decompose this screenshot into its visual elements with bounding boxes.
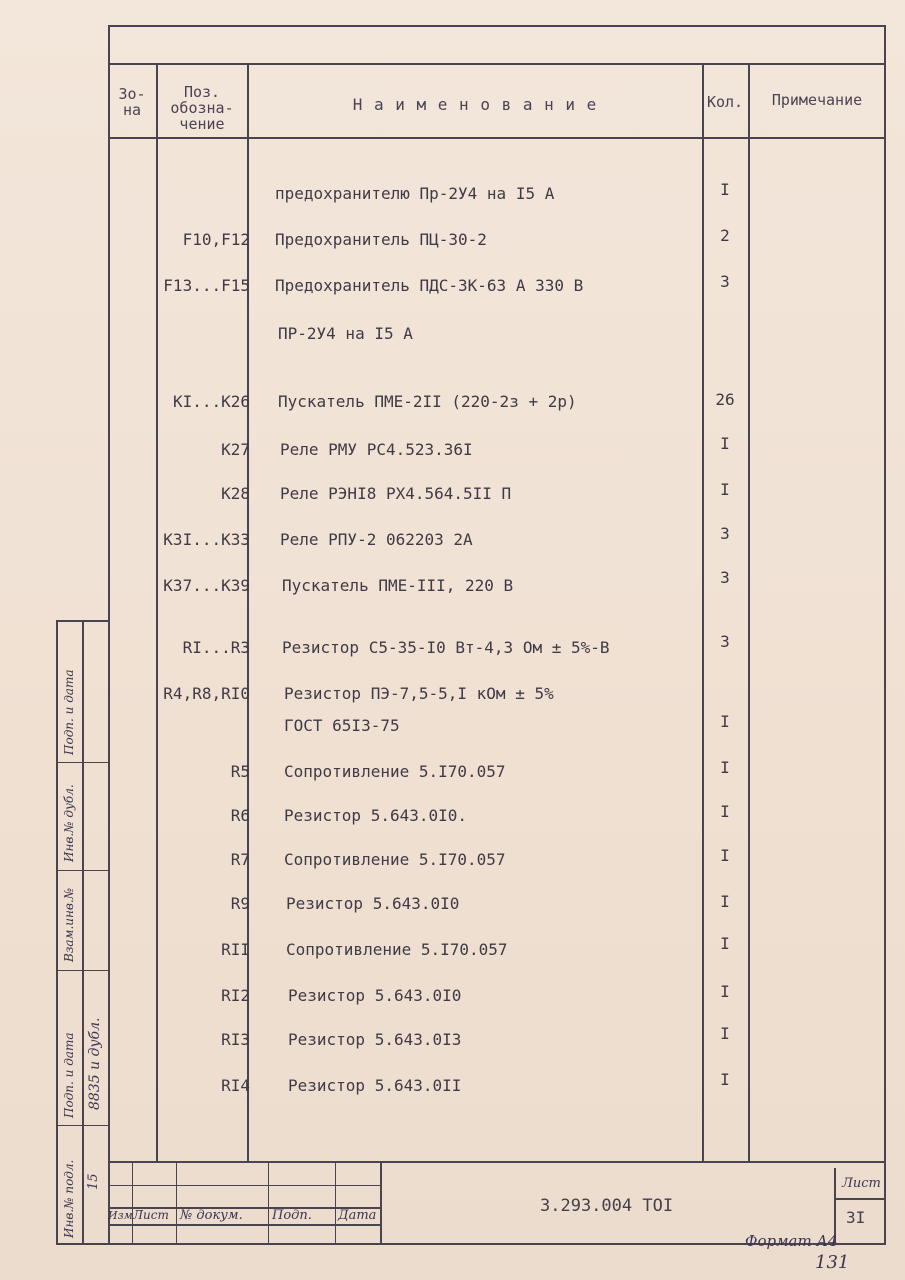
row-quantity: I	[720, 712, 730, 731]
row-position: RI3	[221, 1030, 250, 1049]
side-stamp-bottom	[56, 1243, 110, 1245]
row-name: Резистор С5-35-I0 Вт-4,3 Ом ± 5%-В	[282, 638, 610, 657]
title-block-top	[108, 1161, 886, 1163]
row-name: Резистор 5.643.0II	[288, 1076, 462, 1095]
side-stamp-sep-2	[56, 870, 110, 871]
row-quantity: I	[720, 802, 730, 821]
row-position: R4,R8,RI0	[163, 684, 250, 703]
row-name: Реле РПУ-2 062203 2А	[280, 530, 473, 549]
row-quantity: I	[720, 434, 730, 453]
side-label-inv-podl: Инв.№ подл.	[62, 1159, 76, 1238]
tb-label-sign: Подп.	[272, 1208, 312, 1223]
tb-row-1	[108, 1185, 380, 1186]
row-name: Предохранитель ПЦ-30-2	[275, 230, 487, 249]
row-name: Предохранитель ПДС-3К-63 А 330 В	[275, 276, 584, 295]
side-number-15: 15	[86, 1173, 101, 1190]
row-name: ПР-2У4 на I5 А	[278, 324, 413, 343]
side-label-vzam-inv: Взам.инв.№	[62, 887, 76, 962]
row-name: Резистор 5.643.0I0	[288, 986, 462, 1005]
row-name: Сопротивление 5.I70.057	[284, 762, 506, 781]
side-stamp-left	[56, 620, 58, 1244]
row-quantity: 3	[720, 272, 730, 291]
tb-col-3	[268, 1161, 269, 1245]
row-quantity: I	[720, 934, 730, 953]
tb-label-date: Дата	[338, 1208, 377, 1223]
tb-label-doc: № докум.	[180, 1208, 243, 1223]
header-zone: Зо- на	[118, 85, 146, 119]
row-name: Реле РЭНI8 РХ4.564.5II П	[280, 484, 512, 503]
row-quantity: I	[720, 758, 730, 777]
row-name: ГОСТ 65I3-75	[284, 716, 400, 735]
row-name: Резистор 5.643.0I3	[288, 1030, 462, 1049]
col-line-name	[702, 63, 704, 1161]
side-label-inv-dubl: Инв.№ дубл.	[62, 784, 76, 862]
row-quantity: 3	[720, 524, 730, 543]
row-quantity: 26	[715, 390, 735, 409]
row-name: Пускатель ПМЕ-2II (220-2з + 2р)	[278, 392, 577, 411]
header-name: Н а и м е н о в а н и е	[352, 95, 598, 114]
side-stamp-top	[56, 620, 110, 622]
sheet-cell-line	[834, 1198, 886, 1200]
row-quantity: I	[720, 892, 730, 911]
row-name: Сопротивление 5.I70.057	[286, 940, 508, 959]
tb-row-3	[108, 1224, 380, 1226]
row-position: R5	[230, 762, 250, 781]
format-label: Формат А4	[745, 1232, 838, 1250]
row-name: предохранителю Пр-2У4 на I5 А	[275, 184, 555, 203]
frame-right	[884, 25, 886, 1245]
row-position: K27	[221, 440, 250, 459]
row-quantity: I	[720, 1070, 730, 1089]
row-name: Резистор 5.643.0I0.	[284, 806, 468, 825]
row-position: K3I...K33	[163, 530, 250, 549]
col-line-qty	[748, 63, 750, 1161]
row-quantity: I	[720, 480, 730, 499]
row-quantity: I	[720, 982, 730, 1001]
row-name: Сопротивление 5.I70.057	[284, 850, 506, 869]
side-stamp-sep-4	[56, 1125, 110, 1126]
tb-col-2	[176, 1161, 177, 1245]
row-position: RI2	[221, 986, 250, 1005]
row-quantity: I	[720, 1024, 730, 1043]
row-position: RII	[221, 940, 250, 959]
row-quantity: 3	[720, 568, 730, 587]
sheet-label: Лист	[842, 1176, 881, 1191]
row-position: R6	[230, 806, 250, 825]
row-position: K28	[221, 484, 250, 503]
header-top-line	[108, 63, 886, 65]
row-name: Пускатель ПМЕ-III, 220 В	[282, 576, 514, 595]
row-name: Резистор 5.643.0I0	[286, 894, 460, 913]
row-quantity: 3	[720, 632, 730, 651]
row-position: KI...K26	[172, 392, 250, 411]
document-designation: 3.293.004 ТОI	[540, 1196, 674, 1216]
sheet-number: 3I	[846, 1208, 866, 1227]
row-position: R9	[230, 894, 250, 913]
row-position: R7	[230, 850, 250, 869]
row-position: K37...K39	[163, 576, 250, 595]
side-stamp-sep-1	[56, 762, 110, 763]
frame-left	[108, 25, 110, 1245]
row-position: F10,F12	[182, 230, 250, 249]
row-quantity: I	[720, 180, 730, 199]
title-block-divider	[380, 1161, 382, 1245]
header-qty: Кол.	[706, 93, 744, 111]
header-position: Поз. обозна- чение	[170, 83, 234, 133]
row-name: Резистор ПЭ-7,5-5,I кОм ± 5%	[284, 684, 554, 703]
row-position: RI4	[221, 1076, 250, 1095]
page-number: 131	[815, 1252, 850, 1273]
header-note: Примечание	[771, 91, 863, 109]
tb-col-4	[335, 1161, 336, 1245]
side-label-podp-data-2: Подп. и дата	[62, 1032, 76, 1118]
tb-label-izm: Изм	[108, 1209, 133, 1222]
tb-col-1	[132, 1161, 133, 1245]
row-quantity: I	[720, 846, 730, 865]
row-position: RI...R3	[182, 638, 250, 657]
tb-label-list: Лист	[133, 1208, 169, 1222]
frame-top	[108, 25, 886, 27]
side-label-podp-data: Подп. и дата	[62, 669, 76, 755]
side-stamp-sep-3	[56, 970, 110, 971]
row-name: Реле РМУ РС4.523.36I	[280, 440, 473, 459]
side-stamp-mid	[82, 620, 84, 1244]
row-quantity: 2	[720, 226, 730, 245]
row-position: F13...F15	[163, 276, 250, 295]
side-handwritten-number: 8835 и дубл.	[87, 1017, 103, 1110]
header-bottom-line	[108, 137, 886, 139]
